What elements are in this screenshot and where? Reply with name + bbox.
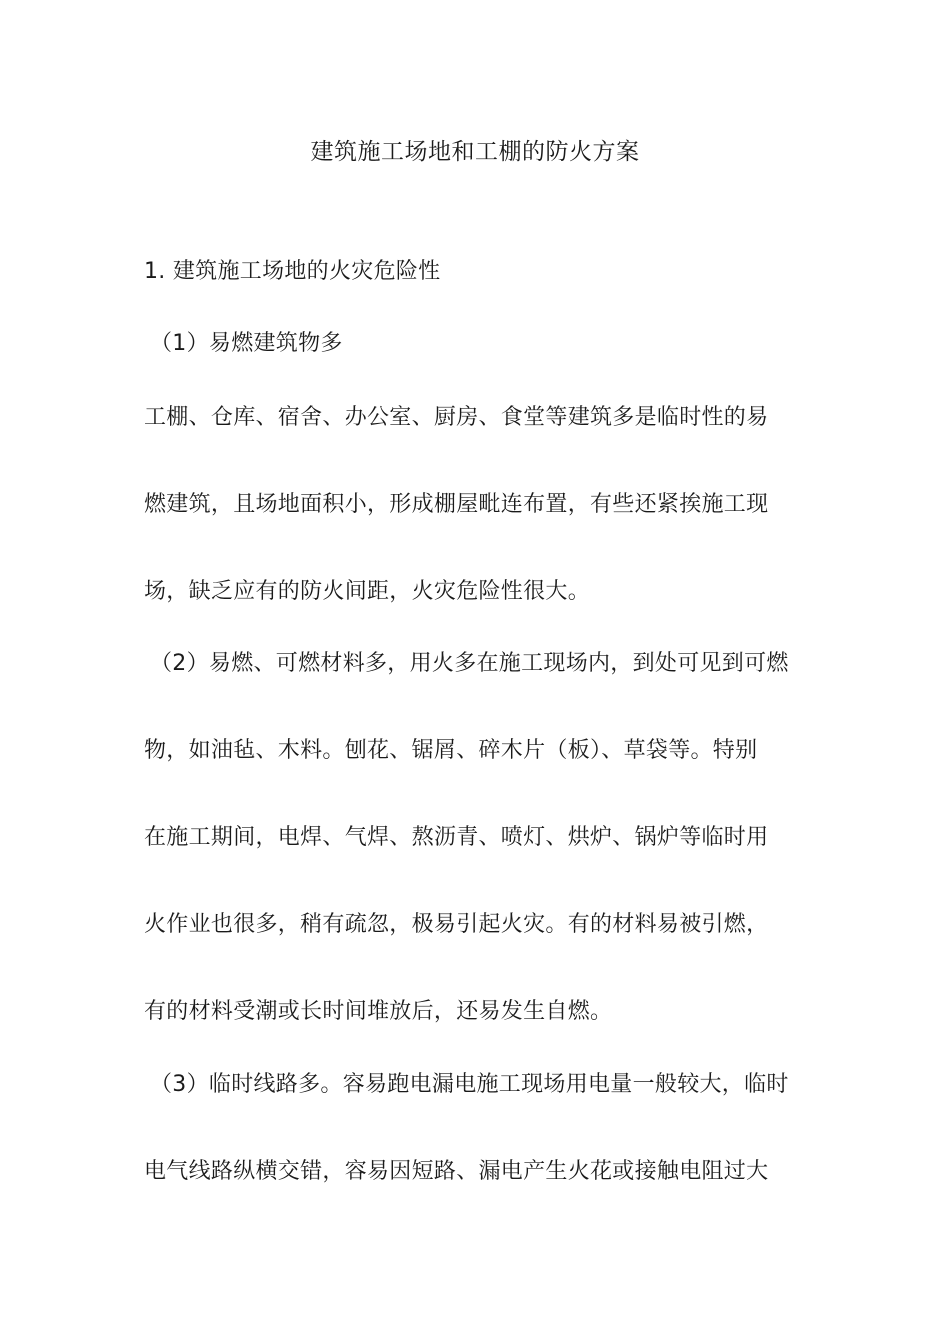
section-heading: 1. 建筑施工场地的火灾危险性 [144,259,441,284]
paragraph-line: 电气线路纵横交错，容易因短路、漏电产生火花或接触电阻过大 [144,1159,769,1184]
paragraph-line: 物，如油毡、木料。刨花、锯屑、碎木片（板）、草袋等。特别 [144,738,758,763]
document-title: 建筑施工场地和工棚的防火方案 [310,139,640,165]
paragraph-line: （3）临时线路多。容易跑电漏电施工现场用电量一般较大，临时 [150,1072,789,1097]
paragraph-line: 工棚、仓库、宿舍、办公室、厨房、食堂等建筑多是临时性的易 [144,405,769,430]
paragraph-line: 场，缺乏应有的防火间距，火灾危险性很大。 [144,579,591,604]
paragraph-line: （2）易燃、可燃材料多，用火多在施工现场内，到处可见到可燃 [150,651,789,676]
paragraph-line: 在施工期间，电焊、气焊、熬沥青、喷灯、烘炉、锅炉等临时用 [144,825,769,850]
item-heading: （1）易燃建筑物多 [150,331,343,356]
paragraph-line: 燃建筑，且场地面积小，形成棚屋毗连布置，有些还紧挨施工现 [144,492,769,517]
paragraph-line: 有的材料受潮或长时间堆放后，还易发生自燃。 [144,999,613,1024]
paragraph-line: 火作业也很多，稍有疏忽，极易引起火灾。有的材料易被引燃， [144,912,769,937]
